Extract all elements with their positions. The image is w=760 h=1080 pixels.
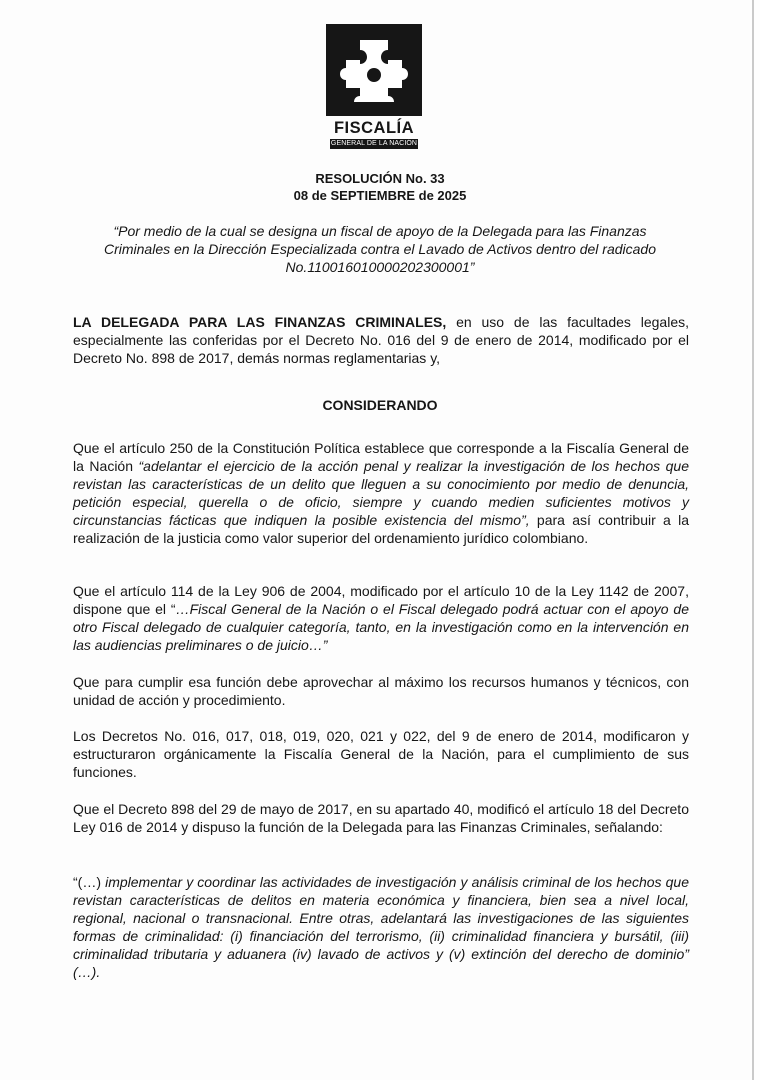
logo-name: FISCALÍA xyxy=(333,119,415,137)
paragraph-1 xyxy=(73,439,689,547)
paragraph-6-open: “(…) xyxy=(73,874,106,890)
paragraph-1-end: para así contribuir a la realización de la justicia como valor superior del ordenamiento jurídico colombiano. xyxy=(73,512,689,546)
paragraph-2-quote: …Fiscal General de la Nación o el Fiscal delegado podrá actuar con el apoyo de otro Fiscal delegado de cualquier categoría, tanto, en la investigación como en la intervención en las audiencias preliminares o de juicio…” xyxy=(73,601,689,653)
paragraph-5: Que el Decreto 898 del 29 de mayo de 2017, en su apartado 40, modificó el artículo 18 del Decreto Ley 016 de 2014 y dispuso la función de la Delegada para las Finanzas Criminales, señalando: xyxy=(73,801,689,835)
paragraph-2 xyxy=(73,582,689,654)
fiscalia-logo xyxy=(326,24,422,149)
logo-subtitle: GENERAL DE LA NACIÓN xyxy=(330,140,418,147)
considerando-heading: CONSIDERANDO xyxy=(322,397,438,413)
paragraph-1-quote: “adelantar el ejercicio de la acción penal y realizar la investigación de los hechos que revistan las características de un delito que lleguen a su conocimiento por medio de denuncia, petición especial, querella o de oficio, siempre y cuando medien suficientes motivos y circunstancias fácticas que indiquen la posible existencia del mismo”, xyxy=(73,458,689,528)
preamble-paragraph xyxy=(73,313,689,367)
scan-edge-line xyxy=(752,0,754,1080)
resolution-subject: “Por medio de la cual se designa un fiscal de apoyo de la Delegada para las Finanzas Criminales en la Dirección Especializada contra el Lavado de Activos dentro del radicado No.110016010000202300001” xyxy=(103,223,656,275)
preamble-text: en uso de las facultades legales, especialmente las conferidas por el Decreto No. 016 del 9 de enero de 2014, modificado por el Decreto No. 898 de 2017, demás normas reglamentarias y, xyxy=(73,314,689,366)
paragraph-3: Que para cumplir esa función debe aprovechar al máximo los recursos humanos y técnicos, con unidad de acción y procedimiento. xyxy=(73,674,689,708)
paragraph-4: Los Decretos No. 016, 017, 018, 019, 020, 021 y 022, del 9 de enero de 2014, modificaron y estructuraron orgánicamente la Fiscalía General de la Nación, para el cumplimiento de sus funciones. xyxy=(73,728,689,780)
authority-name: LA DELEGADA PARA LAS FINANZAS CRIMINALES, xyxy=(73,314,447,330)
puzzle-icon xyxy=(326,24,422,116)
paragraph-2-text: Que el artículo 114 de la Ley 906 de 2004, modificado por el artículo 10 de la Ley 1142 de 2007, dispone que el “ xyxy=(73,583,689,617)
resolution-date: 08 de SEPTIEMBRE de 2025 xyxy=(293,188,467,203)
paragraph-6-quote: implementar y coordinar las actividades de investigación y análisis criminal de los hechos que revistan características de delitos en materia económica y financiera, bien sea a nivel local, regional, nacional o transnacional. Entre otras, adelantará las investigaciones de las siguientes formas de criminalidad: (i) financiación del terrorismo, (ii) criminalidad financiera y bursátil, (iii) criminalidad tributaria y aduanera (iv) lavado de activos y (v) extinción del derecho de dominio” (…). xyxy=(73,874,689,980)
paragraph-6 xyxy=(73,873,689,981)
paragraph-1-text: Que el artículo 250 de la Constitución Política establece que corresponde a la Fiscalía General de la Nación xyxy=(73,440,689,474)
resolution-number: RESOLUCIÓN No. 33 xyxy=(315,171,445,186)
